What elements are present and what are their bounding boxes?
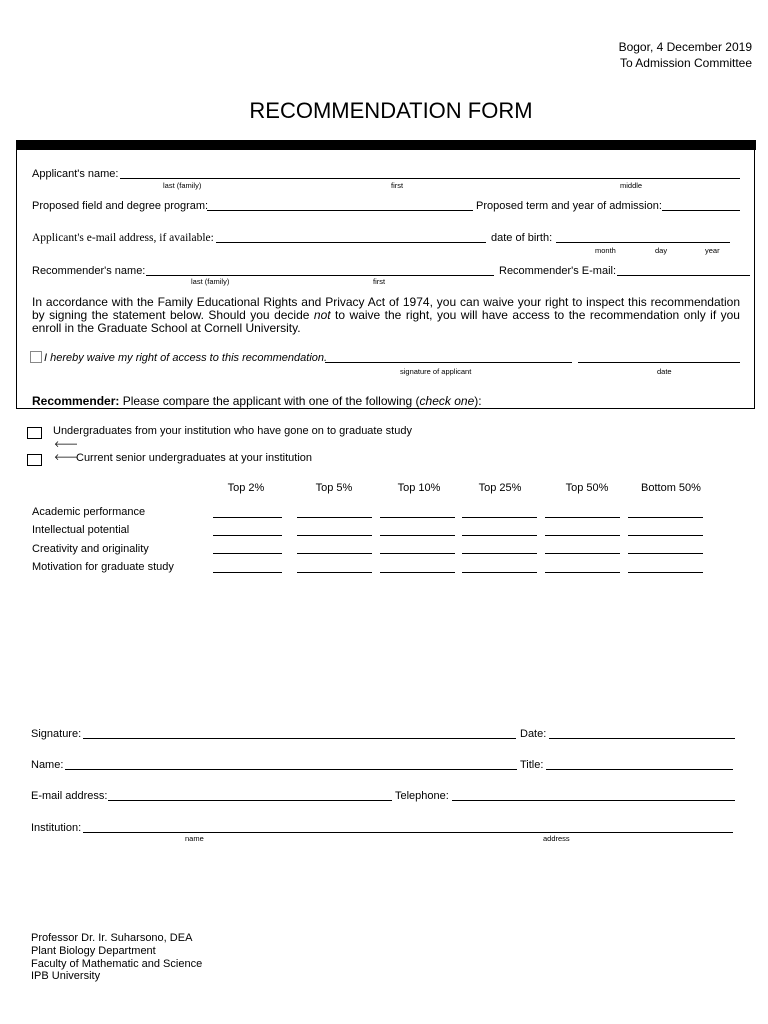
rating-blank[interactable] [213, 517, 282, 518]
term-label: Proposed term and year of admission: [476, 200, 662, 212]
recommender-bold-label: Recommender: [32, 394, 120, 408]
rating-blank[interactable] [545, 553, 620, 554]
instruction-pre: Please compare the applicant with one of the following ( [119, 394, 420, 408]
rating-blank[interactable] [213, 553, 282, 554]
row-motivation: Motivation for graduate study [32, 561, 174, 573]
applicant-date-field[interactable] [578, 362, 740, 363]
privacy-text-part2: to waive the right, you will have access to the recommendation only if you enroll in the Graduate School at Cornell University. [32, 308, 740, 335]
rating-blank[interactable] [462, 517, 537, 518]
row-intellectual: Intellectual potential [32, 524, 130, 536]
privacy-paragraph [32, 296, 740, 335]
place-date: Bogor, 4 December 2019 [618, 40, 752, 54]
rating-blank[interactable] [628, 572, 703, 573]
rating-blank[interactable] [297, 572, 372, 573]
footer-line-1: Professor Dr. Ir. Suharsono, DEA [31, 932, 193, 944]
email-address-label: E-mail address: [31, 790, 108, 802]
rating-blank[interactable] [380, 517, 455, 518]
rating-blank[interactable] [628, 517, 703, 518]
applicant-name-field[interactable] [120, 178, 740, 179]
row-creativity: Creativity and originality [32, 543, 149, 555]
signature-field[interactable] [83, 738, 516, 739]
name-sub-first: first [391, 181, 404, 190]
page-title: RECOMMENDATION FORM [249, 98, 533, 123]
arrow-left-icon-2: 🡐 [54, 453, 79, 463]
date-field[interactable] [549, 738, 735, 739]
rating-blank[interactable] [380, 572, 455, 573]
instruction-em: check one [419, 394, 475, 408]
rating-blank[interactable] [628, 553, 703, 554]
dob-sub-year: year [705, 246, 720, 255]
dob-sub-day: day [655, 246, 668, 255]
email-address-field[interactable] [108, 800, 392, 801]
rec-sub-last: last (family) [191, 277, 230, 286]
instruction-post: ): [474, 394, 482, 408]
title-field[interactable] [546, 769, 733, 770]
rating-blank[interactable] [297, 517, 372, 518]
dob-label: date of birth: [491, 232, 553, 244]
col-top-50: Top 50% [565, 482, 609, 494]
rating-blank[interactable] [462, 553, 537, 554]
signature-label: Signature: [31, 728, 82, 740]
rating-blank[interactable] [545, 517, 620, 518]
rating-blank[interactable] [462, 535, 537, 536]
rating-blank[interactable] [297, 535, 372, 536]
rating-blank[interactable] [545, 572, 620, 573]
footer-line-2: Plant Biology Department [31, 945, 156, 957]
col-top-5: Top 5% [315, 482, 353, 494]
option2-checkbox[interactable] [27, 454, 42, 466]
applicant-name-label: Applicant's name: [32, 168, 119, 180]
rec-sub-first: first [373, 277, 386, 286]
telephone-label: Telephone: [395, 790, 449, 802]
name-field[interactable] [65, 769, 517, 770]
field-label: Proposed field and degree program: [32, 200, 209, 212]
col-top-10: Top 10% [397, 482, 441, 494]
option2-label: Current senior undergraduates at your institution [76, 452, 313, 464]
sig-sub-label: signature of applicant [400, 367, 472, 376]
row-academic: Academic performance [32, 506, 146, 518]
privacy-text-not: not [313, 308, 331, 322]
col-top-25: Top 25% [478, 482, 522, 494]
recommender-instruction [32, 394, 482, 408]
rating-blank[interactable] [213, 572, 282, 573]
name-label: Name: [31, 759, 64, 771]
field-degree-field[interactable] [207, 210, 473, 211]
col-top-2: Top 2% [227, 482, 265, 494]
term-field[interactable] [662, 210, 740, 211]
applicant-email-field[interactable] [216, 242, 486, 243]
rating-blank[interactable] [628, 535, 703, 536]
date-label: Date: [520, 728, 547, 740]
dob-field[interactable] [556, 242, 730, 243]
dob-sub-month: month [595, 246, 616, 255]
title-label: Title: [520, 759, 544, 771]
waiver-checkbox[interactable] [30, 351, 42, 363]
option1-checkbox[interactable] [27, 427, 42, 439]
recommender-name-field[interactable] [146, 275, 494, 276]
recommender-email-label: Recommender's E-mail: [499, 265, 617, 277]
recommender-name-label: Recommender's name: [32, 265, 146, 277]
name-sub-middle: middle [620, 181, 643, 190]
institution-label: Institution: [31, 822, 82, 834]
date-sub-label: date [657, 367, 672, 376]
telephone-field[interactable] [452, 800, 735, 801]
recipient: To Admission Committee [619, 56, 752, 70]
rating-blank[interactable] [380, 535, 455, 536]
institution-sub-name: name [185, 834, 204, 843]
footer-line-4: IPB University [31, 970, 101, 982]
waiver-text: I hereby waive my right of access to this recommendation. [44, 352, 328, 364]
institution-sub-address: address [543, 834, 570, 843]
rating-blank[interactable] [380, 553, 455, 554]
footer-line-3: Faculty of Mathematic and Science [31, 958, 203, 970]
rating-blank[interactable] [545, 535, 620, 536]
rating-blank[interactable] [213, 535, 282, 536]
name-sub-last: last (family) [163, 181, 202, 190]
institution-field[interactable] [83, 832, 733, 833]
option1-label: Undergraduates from your institution who have gone on to graduate study [53, 425, 412, 437]
privacy-text-part1: In accordance with the Family Educational Rights and Privacy Act of 1974, you can waive your right to inspect this recommendation by signing the statement below. Should you decide [32, 295, 740, 322]
col-bottom-50: Bottom 50% [641, 482, 701, 494]
form-top-bar [16, 140, 756, 150]
rating-blank[interactable] [297, 553, 372, 554]
email-label: Applicant's e-mail address, if available: [32, 232, 214, 244]
rating-blank[interactable] [462, 572, 537, 573]
recommender-email-field[interactable] [617, 275, 750, 276]
arrow-left-icon: 🡐 [54, 440, 79, 450]
applicant-signature-field[interactable] [325, 362, 572, 363]
